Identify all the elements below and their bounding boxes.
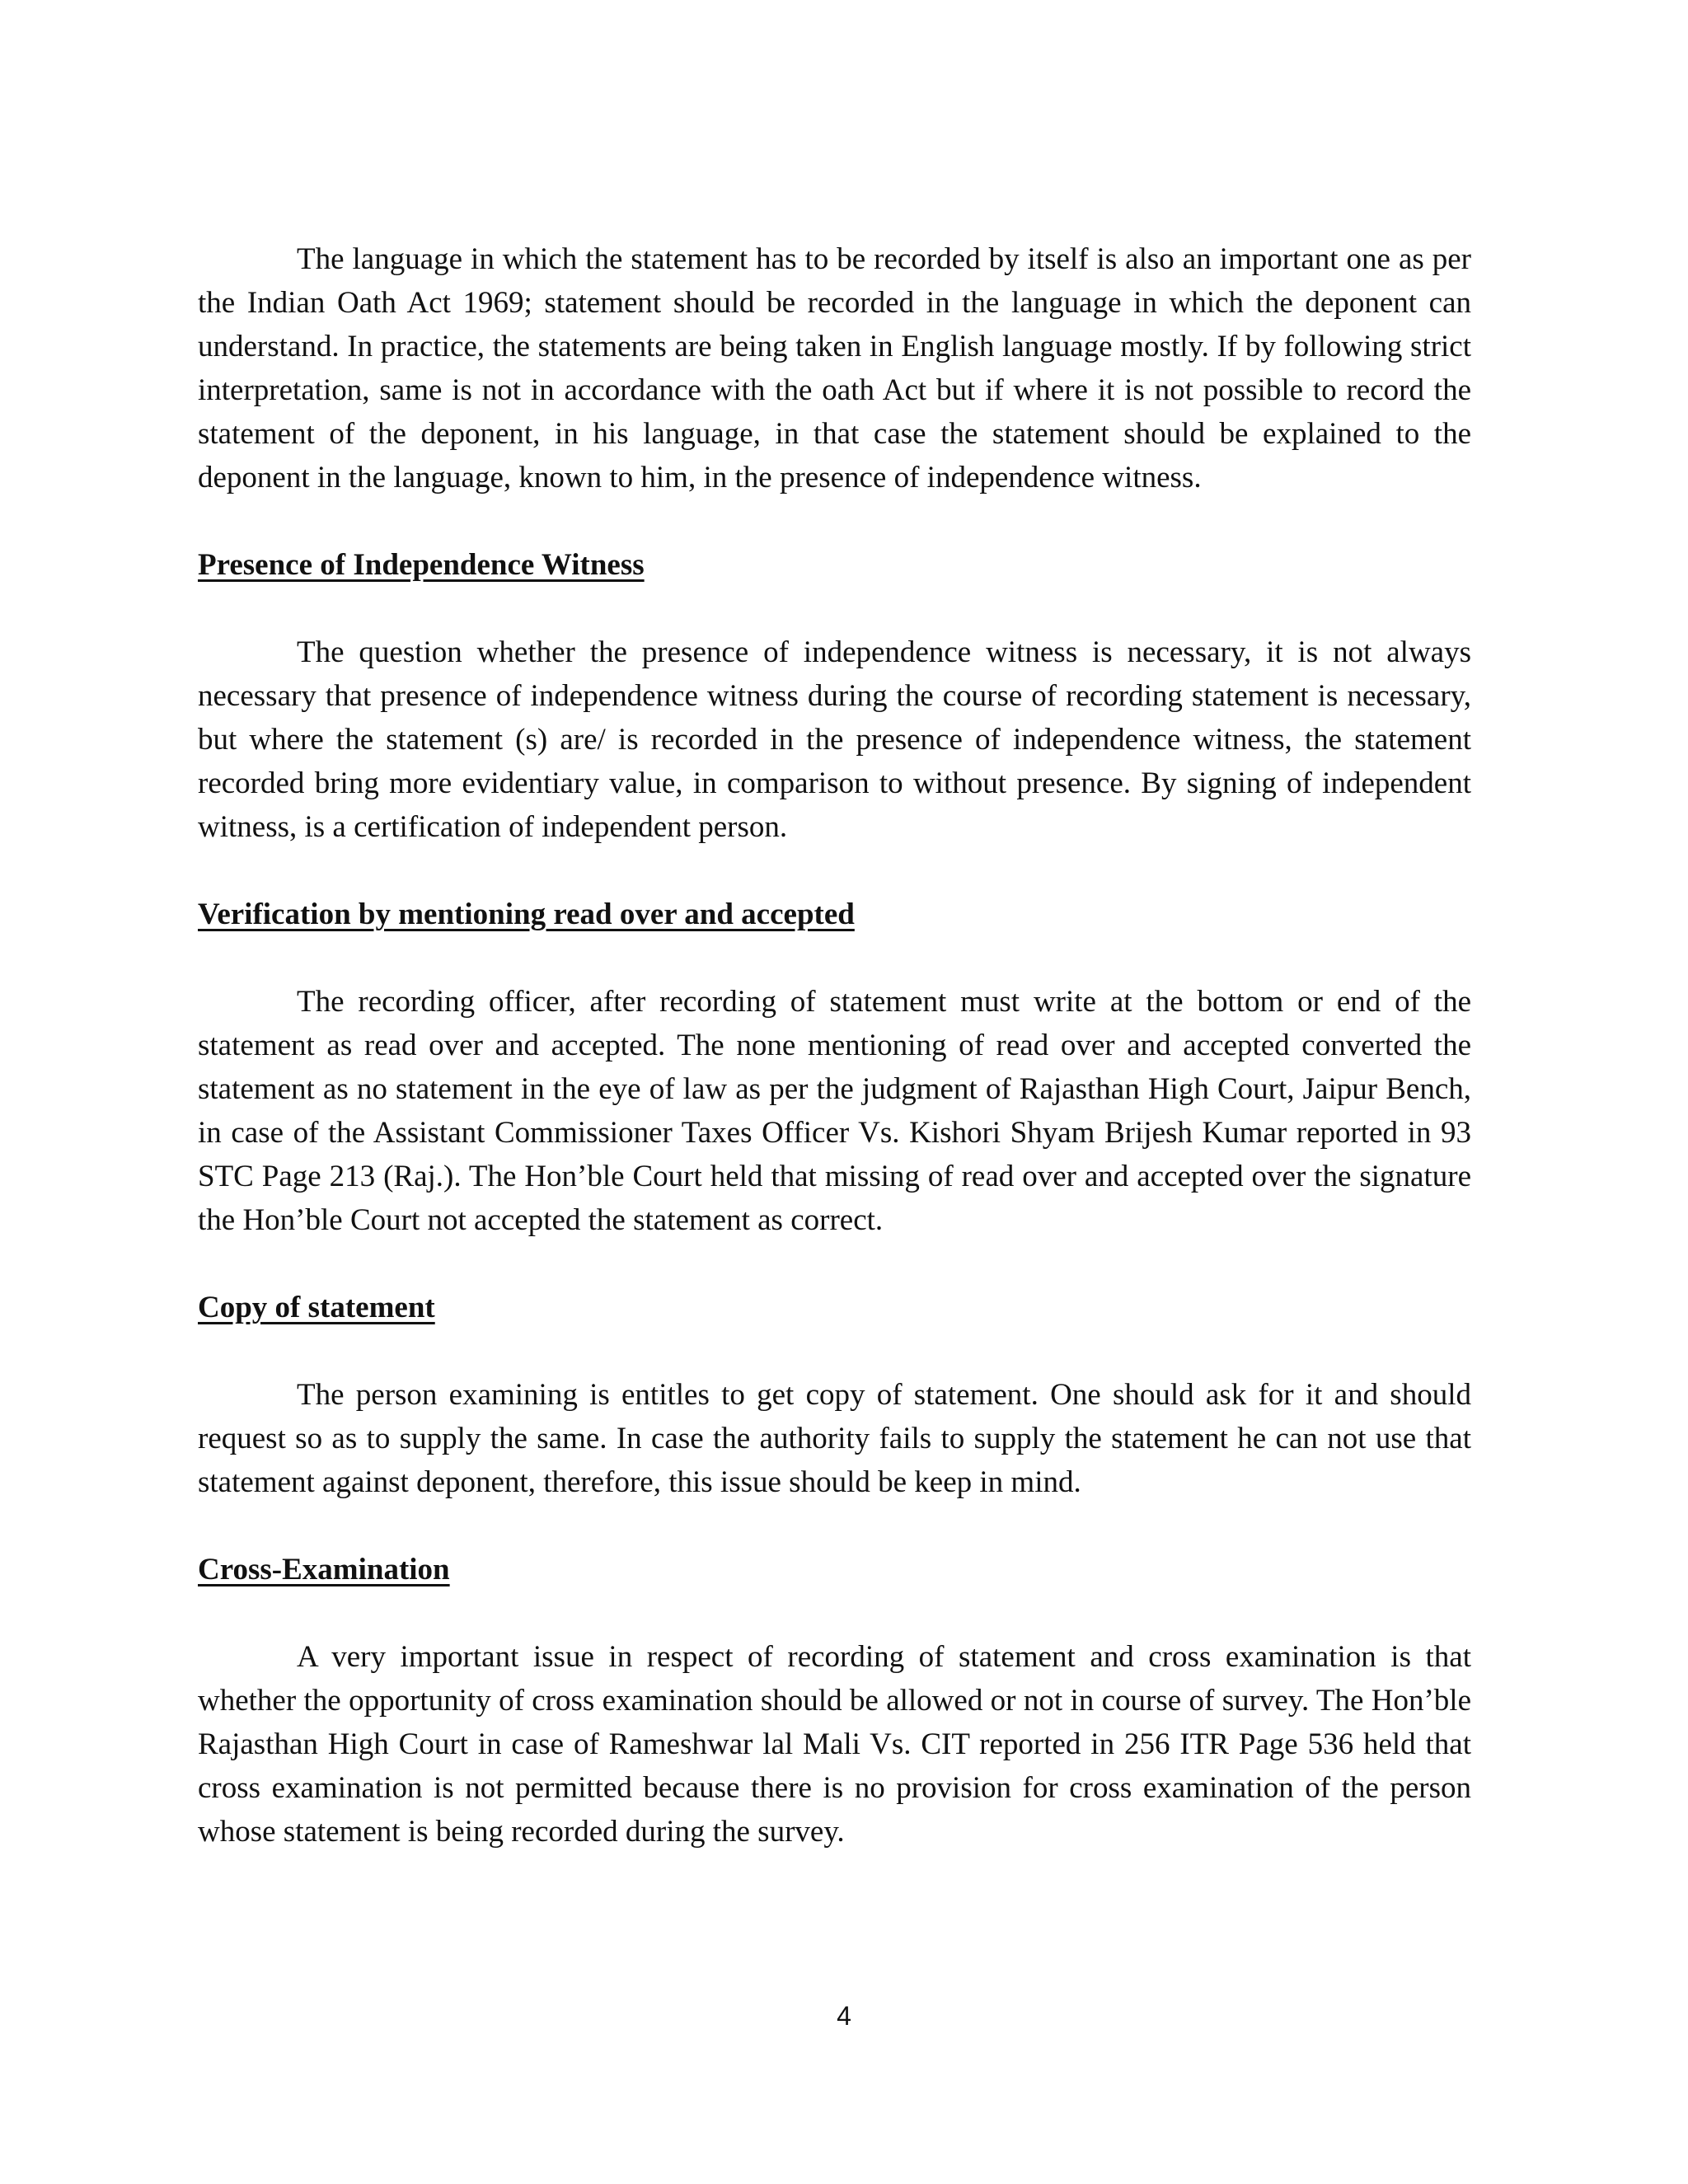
- paragraph-copy-of-statement: The person examining is entitles to get copy of statement. One should ask for it and should request so as to supply the same. In case the authority fails to supply the statement he can not use that statement against deponent, therefore, this issue should be keep in mind.: [198, 1378, 1471, 1499]
- heading-verification-read-over-accepted: Verification by mentioning read over and accepted: [198, 898, 855, 931]
- paragraph-cross-examination: A very important issue in respect of recording of statement and cross examination is that whether the opportunity of cross examination should be allowed or not in course of survey. The Hon’ble Rajasthan High Court in case of Rameshwar lal Mali Vs. CIT reported in 256 ITR Page 536 held that cross examination is not permitted because there is no provision for cross examination of the person whose statement is being recorded during the survey.: [198, 1640, 1471, 1849]
- heading-copy-of-statement: Copy of statement: [198, 1291, 435, 1324]
- heading-cross-examination: Cross-Examination: [198, 1553, 450, 1586]
- paragraph-presence-of-independence-witness: The question whether the presence of independence witness is necessary, it is not always necessary that presence of independence witness during the course of recording statement is necessary, but where the statement (s) are/ is recorded in the presence of independence witness, the statement recorded bring more evidentiary value, in comparison to without presence. By signing of independent witness, is a certification of independent person.: [198, 635, 1471, 844]
- heading-presence-of-independence-witness: Presence of Independence Witness: [198, 548, 645, 582]
- paragraph-verification-read-over-accepted: The recording officer, after recording of statement must write at the bottom or end of the statement as read over and accepted. The none mentioning of read over and accepted converted the statement as no statement in the eye of law as per the judgment of Rajasthan High Court, Jaipur Bench, in case of the Assistant Commissioner Taxes Officer Vs. Kishori Shyam Brijesh Kumar reported in 93 STC Page 213 (Raj.). The Hon’ble Court held that missing of read over and accepted over the signature the Hon’ble Court not accepted the statement as correct.: [198, 985, 1471, 1237]
- page-body: [198, 237, 1471, 1854]
- page-number: 4: [837, 2001, 851, 2031]
- paragraph-language-of-statement: The language in which the statement has to be recorded by itself is also an important one as per the Indian Oath Act 1969; statement should be recorded in the language in which the deponent can understand. In practice, the statements are being taken in English language mostly. If by following strict interpretation, same is not in accordance with the oath Act but if where it is not possible to record the statement of the deponent, in his language, in that case the statement should be explained to the deponent in the language, known to him, in the presence of independence witness.: [198, 242, 1471, 494]
